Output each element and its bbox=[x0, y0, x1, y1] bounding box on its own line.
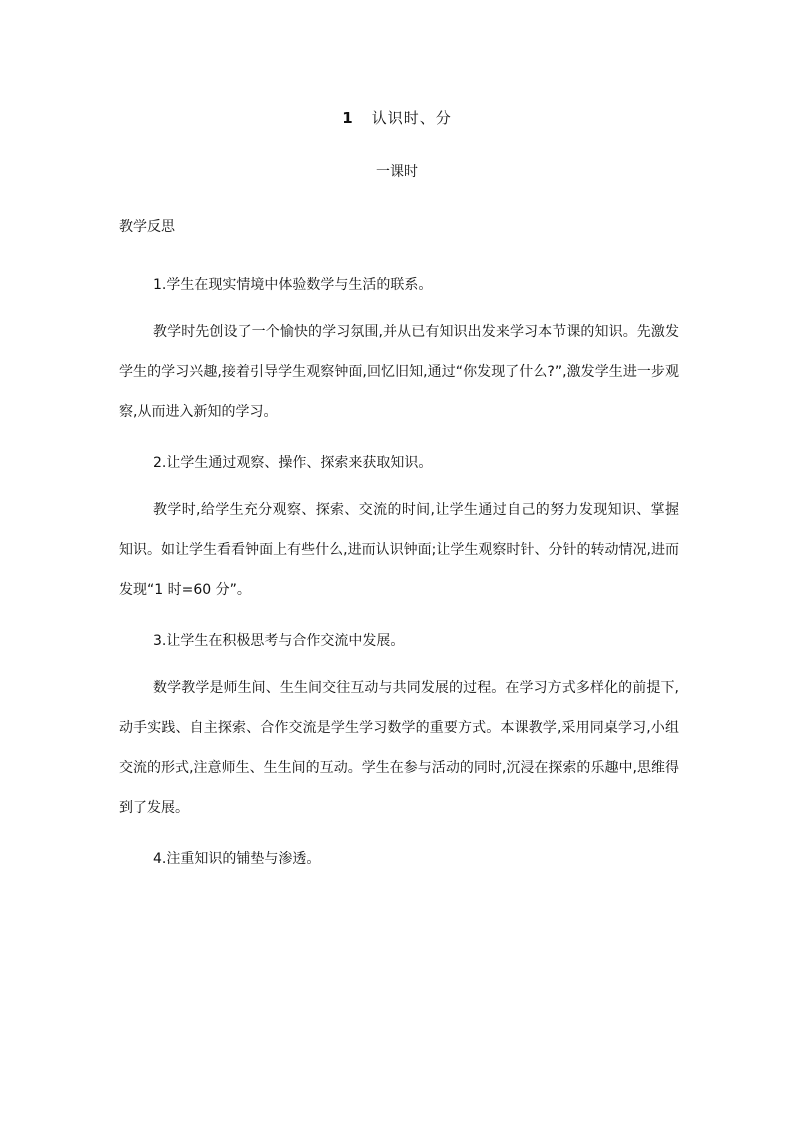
point-heading-2: 2.让学生通过观察、操作、探索来获取知识。 bbox=[153, 455, 433, 471]
point-heading-3: 3.让学生在积极思考与合作交流中发展。 bbox=[153, 633, 405, 649]
page-title bbox=[0, 106, 794, 130]
point-body-3: 数学教学是师生间、生生间交往互动与共同发展的过程。在学习方式多样化的前提下,动手实践、自主探索、合作交流是学生学习数学的重要方式。本课教学,采用同桌学习,小组交流的形式,注意师生、生生间的互动。学生在参与活动的同时,沉浸在探索的乐趣中,思维得到了发展。 bbox=[119, 680, 679, 816]
document-body bbox=[119, 270, 679, 886]
title-number: 1 bbox=[342, 109, 354, 127]
point-heading-1: 1.学生在现实情境中体验数学与生活的联系。 bbox=[153, 277, 433, 293]
point-body-1: 教学时先创设了一个愉快的学习氛围,并从已有知识出发来学习本节课的知识。先激发学生的学习兴趣,接着引导学生观察钟面,回忆旧知,通过“你发现了什么?”,激发学生进一步观察,从而进入新知的学习。 bbox=[119, 324, 679, 420]
point-heading-4: 4.注重知识的铺垫与渗透。 bbox=[153, 851, 321, 867]
page-subtitle: 一课时 bbox=[376, 164, 418, 180]
point-body-2: 教学时,给学生充分观察、探索、交流的时间,让学生通过自己的努力发现知识、掌握知识。如让学生看看钟面上有些什么,进而认识钟面;让学生观察时针、分针的转动情况,进而发现“1 时=60 分”。 bbox=[119, 502, 679, 598]
section-label: 教学反思 bbox=[119, 219, 175, 235]
title-text: 认识时、分 bbox=[371, 109, 452, 127]
